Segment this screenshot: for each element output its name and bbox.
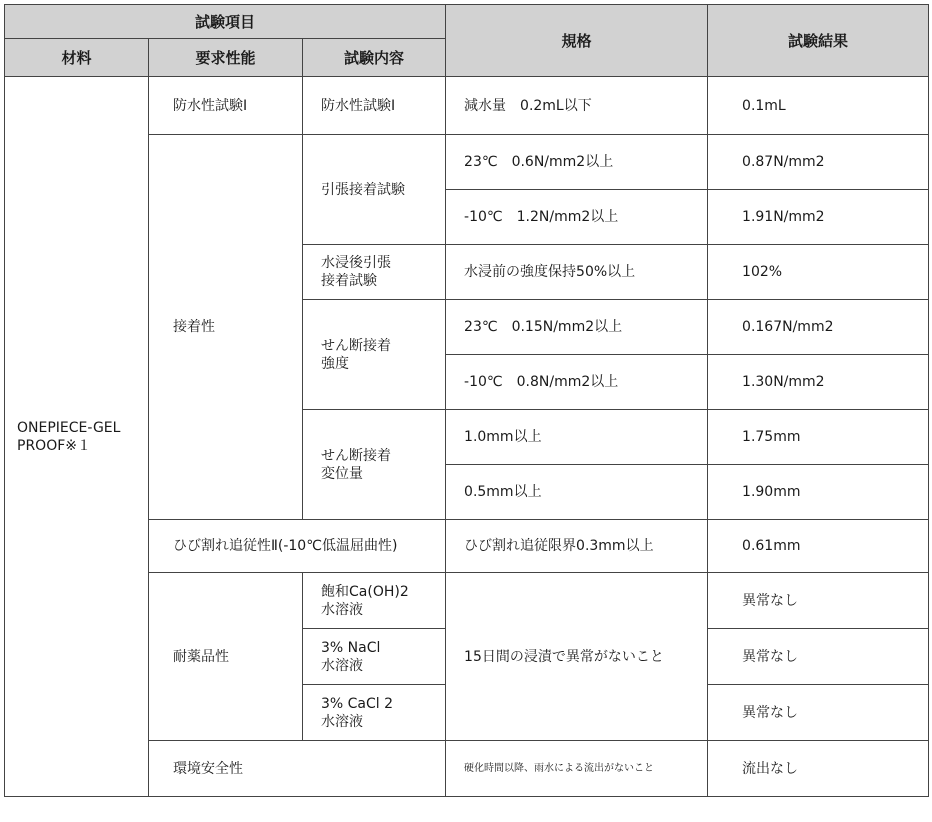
content-shear-strength: せん断接着 強度 [303, 300, 446, 410]
spec-shear-strength-b: -10℃ 0.8N/mm2以上 [446, 355, 708, 410]
result-environment: 流出なし [708, 741, 929, 797]
content-immersion: 水浸後引張 接着試験 [303, 245, 446, 300]
content-shear-disp: せん断接着 変位量 [303, 410, 446, 520]
perf-waterproof: 防水性試験Ⅰ [149, 77, 303, 135]
spec-environment: 硬化時間以降、雨水による流出がないこと [446, 741, 708, 797]
spec-table [4, 4, 929, 797]
content-waterproof: 防水性試験Ⅰ [303, 77, 446, 135]
result-tensile-b: 1.91N/mm2 [708, 190, 929, 245]
spec-immersion: 水浸前の強度保持50%以上 [446, 245, 708, 300]
result-crack: 0.61mm [708, 520, 929, 573]
header-material: 材料 [5, 39, 149, 77]
result-shear-strength-b: 1.30N/mm2 [708, 355, 929, 410]
spec-shear-disp-b: 0.5mm以上 [446, 465, 708, 520]
result-chemical-c: 異常なし [708, 685, 929, 741]
result-chemical-b: 異常なし [708, 629, 929, 685]
perf-crack: ひび割れ追従性Ⅱ(-10℃低温屈曲性) [149, 520, 446, 573]
content-chemical-b: 3% NaCl 水溶液 [303, 629, 446, 685]
result-shear-disp-b: 1.90mm [708, 465, 929, 520]
spec-crack: ひび割れ追従限界0.3mm以上 [446, 520, 708, 573]
header-result: 試験結果 [708, 5, 929, 77]
material-name: ONEPIECE-GEL PROOF※１ [17, 419, 121, 454]
spec-shear-strength-a: 23℃ 0.15N/mm2以上 [446, 300, 708, 355]
result-shear-strength-a: 0.167N/mm2 [708, 300, 929, 355]
result-tensile-a: 0.87N/mm2 [708, 135, 929, 190]
perf-adhesion: 接着性 [149, 135, 303, 520]
content-chemical-c: 3% CaCl 2 水溶液 [303, 685, 446, 741]
header-test-items: 試験項目 [5, 5, 446, 39]
spec-tensile-a: 23℃ 0.6N/mm2以上 [446, 135, 708, 190]
content-chemical-a: 飽和Ca(OH)2 水溶液 [303, 573, 446, 629]
spec-tensile-b: -10℃ 1.2N/mm2以上 [446, 190, 708, 245]
result-shear-disp-a: 1.75mm [708, 410, 929, 465]
header-performance: 要求性能 [149, 39, 303, 77]
result-waterproof: 0.1mL [708, 77, 929, 135]
spec-waterproof: 減水量 0.2mL以下 [446, 77, 708, 135]
result-chemical-a: 異常なし [708, 573, 929, 629]
material-cell [5, 77, 149, 797]
perf-environment: 環境安全性 [149, 741, 446, 797]
spec-shear-disp-a: 1.0mm以上 [446, 410, 708, 465]
content-tensile: 引張接着試験 [303, 135, 446, 245]
result-immersion: 102% [708, 245, 929, 300]
spec-chemical: 15日間の浸漬で異常がないこと [446, 573, 708, 741]
perf-chemical: 耐薬品性 [149, 573, 303, 741]
header-content: 試験内容 [303, 39, 446, 77]
header-spec: 規格 [446, 5, 708, 77]
